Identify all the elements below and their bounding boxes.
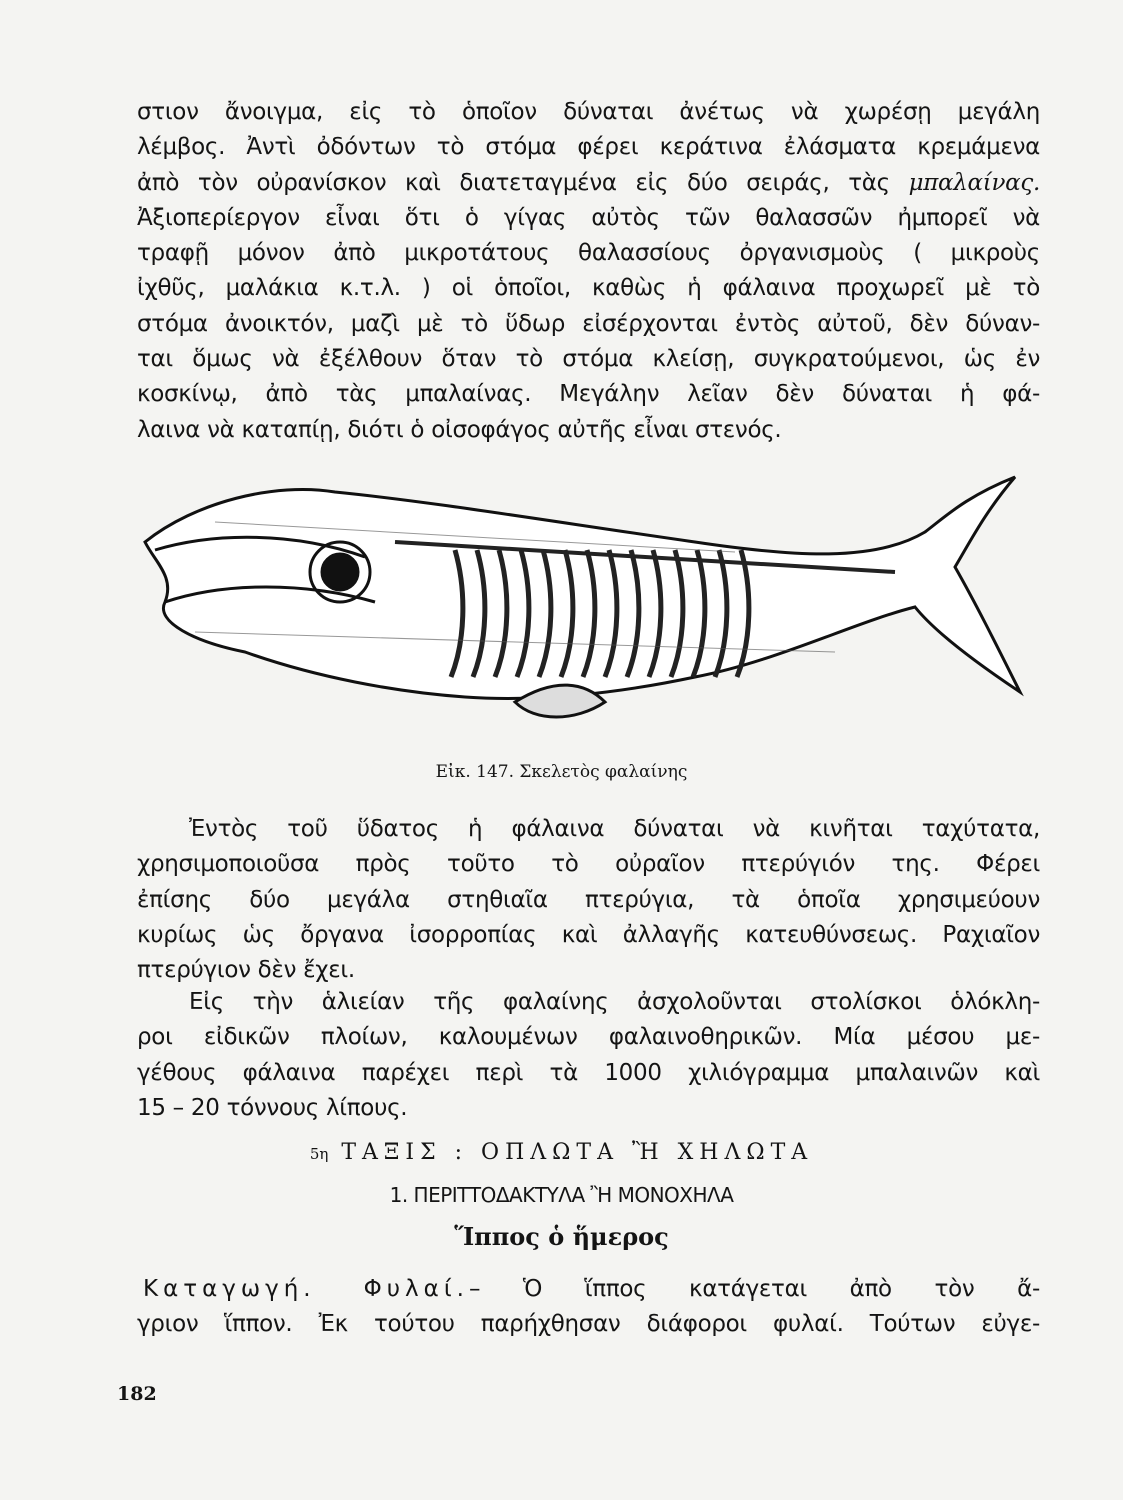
- text-line: χρησιμοποιοῦσα πρὸς τοῦτο τὸ οὐραῖον πτερύγιόν της. Φέρει: [137, 851, 1040, 878]
- whale-skeleton-illustration: [135, 462, 1025, 722]
- paragraph-swimming: [137, 812, 1040, 988]
- paragraph-whaling: [137, 985, 1040, 1126]
- text-line: Ἀξιοπερίεργον εἶναι ὅτι ὁ γίγας αὐτὸς τῶν θαλασσῶν ἠμπορεῖ νὰ: [137, 204, 1040, 231]
- text-line: ἐπίσης δύο μεγάλα στηθιαῖα πτερύγια, τὰ ὁποῖα χρησιμεύουν: [137, 886, 1040, 913]
- text-fragment: ἀπὸ τὸν οὐρανίσκον καὶ διατεταγμένα εἰς δύο σειράς, τὰς: [137, 169, 890, 196]
- text-line: ἰχθῦς, μαλάκια κ.τ.λ. ) οἱ ὁποῖοι, καθὼς ἡ φάλαινα προχωρεῖ μὲ τὸ: [137, 275, 1040, 302]
- text-line: Εἰς τὴν ἁλιείαν τῆς φαλαίνης ἀσχολοῦνται στολίσκοι ὁλόκλη-: [189, 989, 1040, 1015]
- suborder-heading: 1. ΠΕΡΙΤΤΟΔΑΚΤΥΛΑ Ἢ ΜΟΝΟΧΗΛΑ: [389, 1183, 734, 1207]
- text-line: ροι εἰδικῶν πλοίων, καλουμένων φαλαινοθηρικῶν. Μία μέσου με-: [137, 1024, 1040, 1051]
- order-heading: [0, 1140, 1123, 1165]
- species-heading: Ἵππος ὁ ἥμερος: [454, 1222, 669, 1251]
- text-line: τραφῇ μόνον ἀπὸ μικροτάτους θαλασσίους ὀργανισμοὺς ( μικροὺς: [137, 240, 1040, 267]
- text-line: στιον ἄνοιγμα, εἰς τὸ ὁποῖον δύναται ἀνέτως νὰ χωρέσῃ μεγάλη: [137, 99, 1040, 125]
- text-line: κυρίως ὡς ὄργανα ἰσορροπίας καὶ ἀλλαγῆς κατευθύνσεως. Ραχιαῖον: [137, 921, 1040, 948]
- text-line: 15 – 20 τόννους λίπους.: [137, 1094, 408, 1121]
- page-number: 182: [117, 1383, 157, 1405]
- paragraph-horse-origin: [137, 1272, 1040, 1343]
- text-line: γέθους φάλαινα παρέχει περὶ τὰ 1000 χιλιόγραμμα μπαλαινῶν καὶ: [137, 1059, 1040, 1086]
- figure-caption: Εἰκ. 147. Σκελετὸς φαλαίνης: [435, 762, 688, 782]
- text-line: λέμβος. Ἀντὶ ὀδόντων τὸ στόμα φέρει κεράτινα ἐλάσματα κρεμάμενα: [137, 134, 1040, 161]
- italic-term: μπαλαίνας.: [908, 169, 1040, 196]
- order-number: 5η: [309, 1145, 329, 1163]
- paragraph-baleen: [137, 95, 1040, 448]
- text-fragment: – Ὁ ἵππος κατάγεται ἀπὸ τὸν ἄ-: [468, 1276, 1040, 1302]
- text-line: [137, 1272, 1040, 1307]
- text-line: στόμα ἀνοικτόν, μαζὶ μὲ τὸ ὕδωρ εἰσέρχονται ἐντὸς αὐτοῦ, δὲν δύναν-: [137, 310, 1040, 337]
- order-title: ΤΑΞΙΣ : ΟΠΛΩΤΑ Ἢ ΧΗΛΩΤΑ: [341, 1140, 814, 1165]
- text-line: κοσκίνῳ, ἀπὸ τὰς μπαλαίνας. Μεγάλην λεῖαν δὲν δύναται ἡ φά-: [137, 381, 1040, 408]
- section-lead: Καταγωγή. Φυλαί.: [143, 1276, 469, 1302]
- text-line: λαινα νὰ καταπίῃ, διότι ὁ οἰσοφάγος αὐτῆς εἶναι στενός.: [137, 416, 782, 443]
- text-line: πτερύγιον δὲν ἔχει.: [137, 957, 355, 984]
- text-line: ται ὅμως νὰ ἐξέλθουν ὅταν τὸ στόμα κλείσῃ, συγκρατούμενοι, ὡς ἐν: [137, 346, 1040, 373]
- text-line: [137, 166, 1040, 201]
- text-line: Ἐντὸς τοῦ ὕδατος ἡ φάλαινα δύναται νὰ κινῆται ταχύτατα,: [189, 816, 1040, 842]
- text-line: γριον ἵππον. Ἐκ τούτου παρήχθησαν διάφοροι φυλαί. Τούτων εὐγε-: [137, 1311, 1040, 1338]
